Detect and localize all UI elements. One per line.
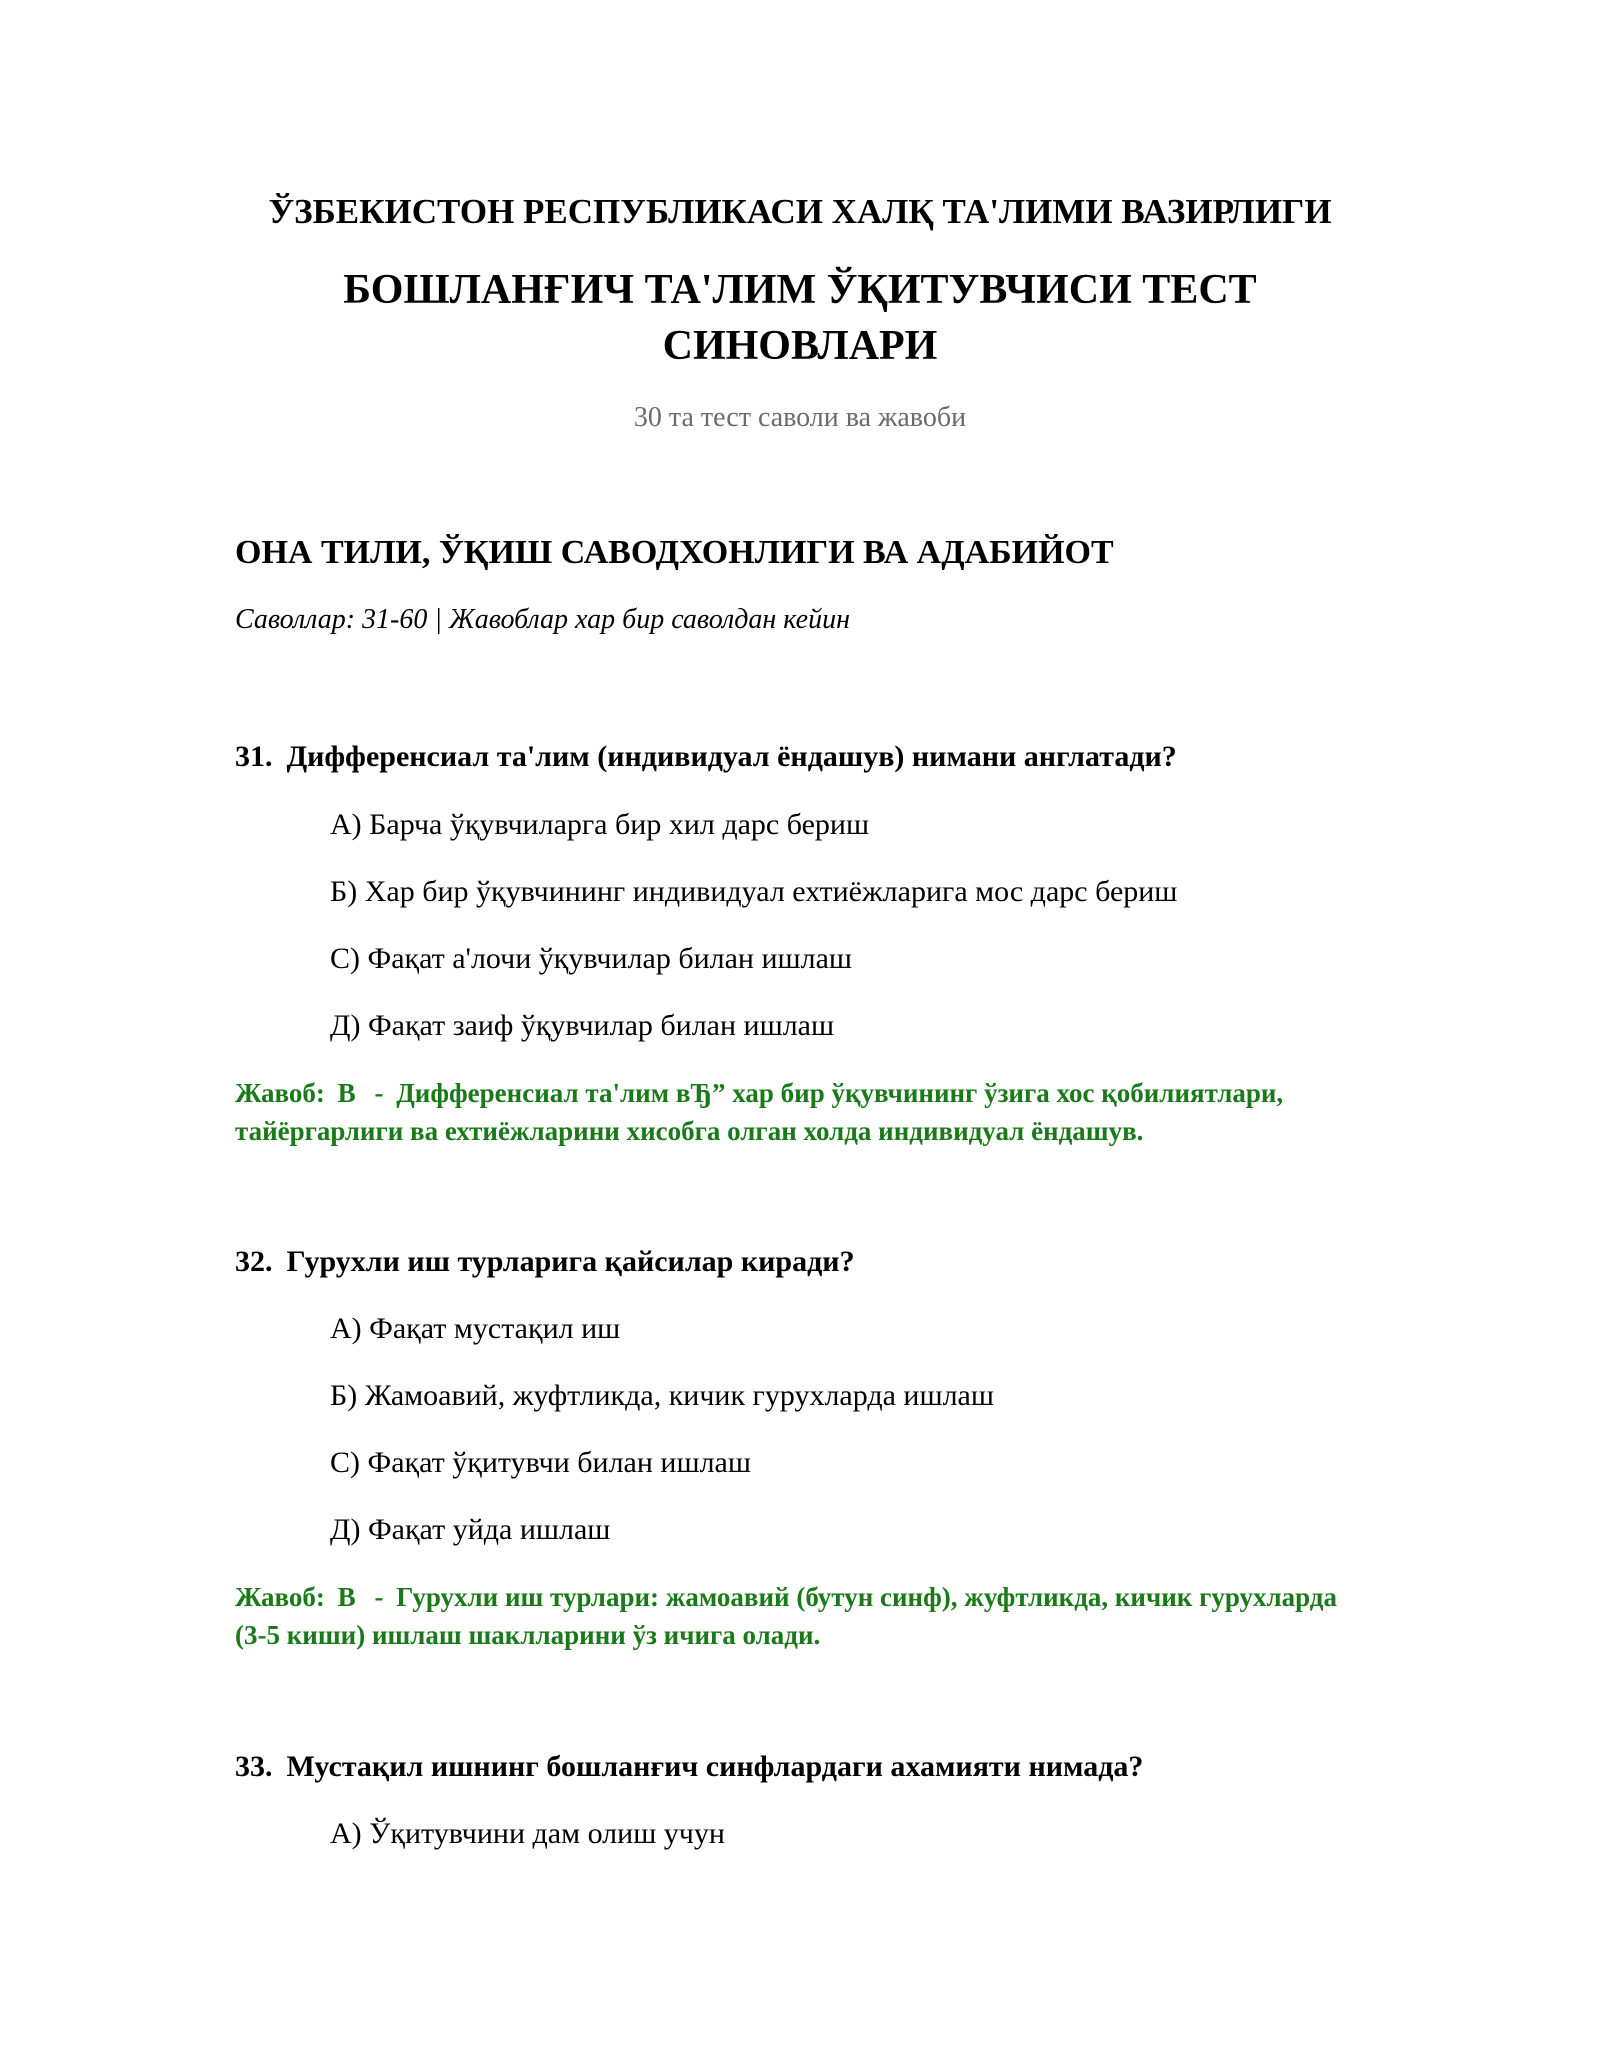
answer-text: Гурухли иш турлари: жамоавий (бутун синф), жуфтликда, кичик гурухларда (3-5 киши) ишлаш шаклларини ўз ичига олади.: [235, 1582, 1337, 1650]
question-number: 31.: [235, 740, 273, 773]
answer-explanation: [235, 1074, 1375, 1150]
answer-option: Д) Фақат заиф ўқувчилар билан ишлаш: [330, 1009, 835, 1042]
answer-option: Д) Фақат уйда ишлаш: [330, 1513, 611, 1546]
question-title: [235, 1243, 855, 1281]
answer-option: А) Ўқитувчини дам олиш учун: [330, 1817, 725, 1850]
answer-option: А) Барча ўқувчиларга бир хил дарс бериш: [330, 808, 870, 841]
answer-option: С) Фақат ўқитувчи билан ишлаш: [330, 1446, 751, 1479]
answer-letter: В: [337, 1582, 356, 1612]
section-title: ОНА ТИЛИ, ЎҚИШ САВОДХОНЛИГИ ВА АДАБИЙОТ: [235, 534, 1114, 571]
answer-option: С) Фақат а'лочи ўқувчилар билан ишлаш: [330, 942, 853, 975]
answer-option: А) Фақат мустақил иш: [330, 1312, 621, 1345]
question-text: Мустақил ишнинг бошланғич синфлардаги ахамияти нимада?: [286, 1750, 1144, 1783]
question-title: [235, 738, 1177, 776]
answer-label: Жавоб:: [235, 1582, 325, 1612]
answer-option: Б) Жамоавий, жуфтликда, кичик гурухларда ишлаш: [330, 1379, 994, 1412]
answer-dash: -: [374, 1078, 384, 1108]
answer-option: Б) Хар бир ўқувчининг индивидуал ехтиёжларига мос дарс бериш: [330, 875, 1178, 908]
question-number: 32.: [235, 1245, 273, 1278]
answer-explanation: [235, 1578, 1375, 1654]
answer-dash: -: [374, 1582, 384, 1612]
page-title: БОШЛАНҒИЧ ТА'ЛИМ ЎҚИТУВЧИСИ ТЕСТ СИНОВЛАРИ: [343, 267, 1257, 369]
question-text: Дифференсиал та'лим (индивидуал ёндашув) нимани англатади?: [286, 740, 1177, 773]
answer-text: Дифференсиал та'лим вЂ” хар бир ўқувчининг ўзига хос қобилиятлари, тайёргарлиги ва ехтиёжларини хисобга олган холда индивидуал ёндашув.: [235, 1078, 1284, 1146]
question-title: [235, 1748, 1143, 1786]
section-meta: Саволлар: 31-60 | Жавоблар хар бир саволдан кейин: [235, 604, 850, 635]
answer-label: Жавоб:: [235, 1078, 325, 1108]
ministry-heading: ЎЗБЕКИСТОН РЕСПУБЛИКАСИ ХАЛҚ ТА'ЛИМИ ВАЗИРЛИГИ: [268, 192, 1332, 231]
question-number: 33.: [235, 1750, 273, 1783]
page-subtitle: 30 та тест саволи ва жавоби: [633, 402, 967, 433]
answer-letter: В: [337, 1078, 356, 1108]
question-text: Гурухли иш турларига қайсилар киради?: [286, 1245, 855, 1278]
